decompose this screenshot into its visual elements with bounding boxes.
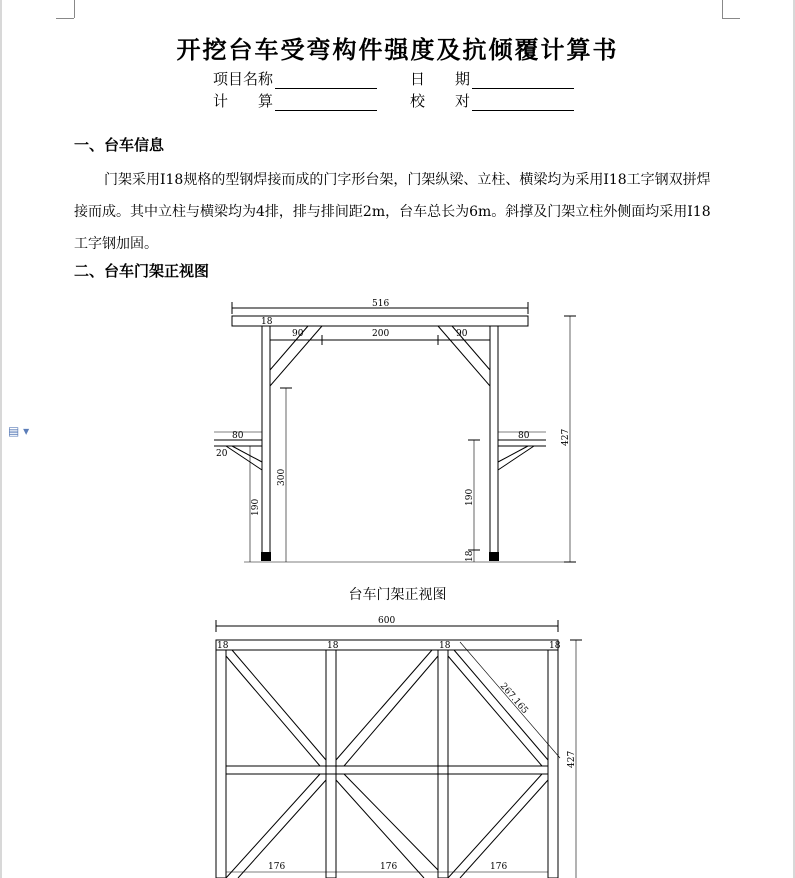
dim-190-left: 190 (251, 498, 261, 516)
margin-mark-top-left-h (56, 18, 74, 19)
top-longitudinal-beam (216, 640, 558, 650)
column-4 (548, 650, 558, 878)
dim-600: 600 (378, 616, 396, 626)
meta-check-line (472, 94, 574, 111)
top-beam (232, 316, 528, 326)
meta-date (410, 68, 574, 89)
meta-project-label: 项目名称 (213, 70, 274, 88)
dim-190-right: 190 (465, 488, 475, 506)
right-column (490, 326, 498, 560)
column-1 (216, 650, 226, 878)
figure-1-caption: 台车门架正视图 (348, 587, 447, 603)
dim-18-col-4: 18 (549, 641, 561, 651)
left-column (262, 326, 270, 560)
dim-18-col-3: 18 (439, 641, 451, 651)
dim-90-left: 90 (292, 329, 304, 339)
margin-mark-top-right (722, 0, 723, 18)
section-2-heading: 二、台车门架正视图 (74, 262, 210, 280)
meta-calc (213, 90, 377, 111)
left-base-block (261, 552, 271, 561)
dim-516: 516 (372, 299, 390, 309)
dim-bay-3: 176 (490, 862, 508, 872)
margin-mark-top-right-h (722, 18, 740, 19)
dim-18-col-1: 18 (217, 641, 229, 651)
meta-calc-label: 计 算 (213, 92, 274, 110)
dim-80-left: 80 (232, 431, 244, 441)
figure-1-gantry-front-view (0, 290, 795, 575)
dim-427-side: 427 (567, 750, 577, 768)
document-icon[interactable]: ▤ ▾ (8, 424, 30, 438)
column-3 (438, 650, 448, 878)
meta-check (410, 90, 574, 111)
right-base-block (489, 552, 499, 561)
section-1-text: 门架采用Ⅰ18规格的型钢焊接而成的门字形台架，门架纵梁、立柱、横梁均为采用Ⅰ18工字钢双拼焊接而成。其中立柱与横梁均为4排，排与排间距2m，台车总长为6m。斜撑及门架立柱外侧面均采用Ⅰ18工字钢加固。 (74, 172, 711, 252)
meta-project-line (275, 72, 377, 89)
dim-bay-1: 176 (268, 862, 286, 872)
dim-427: 427 (561, 428, 571, 446)
meta-date-line (472, 72, 574, 89)
dim-diagonal: 267.165 (497, 681, 530, 717)
middle-rail (226, 766, 548, 774)
margin-mark-top-left (74, 0, 75, 18)
dim-18-top: 18 (261, 317, 273, 327)
dim-bay-2: 176 (380, 862, 398, 872)
meta-calc-line (275, 94, 377, 111)
section-1-paragraph (74, 164, 724, 260)
dim-18-base: 18 (465, 550, 475, 562)
document-title: 开挖台车受弯构件强度及抗倾覆计算书 (176, 35, 619, 64)
dim-90-right: 90 (456, 329, 468, 339)
dim-20: 20 (216, 449, 228, 459)
section-1-heading: 一、台车信息 (74, 136, 165, 154)
meta-date-label: 日 期 (410, 70, 471, 88)
column-2 (326, 650, 336, 878)
figure-2-side-view (0, 608, 795, 878)
dim-80-right: 80 (518, 431, 530, 441)
dim-200: 200 (372, 329, 390, 339)
meta-check-label: 校 对 (410, 92, 471, 110)
meta-project (213, 68, 377, 89)
dim-300: 300 (277, 468, 287, 486)
dim-18-col-2: 18 (327, 641, 339, 651)
